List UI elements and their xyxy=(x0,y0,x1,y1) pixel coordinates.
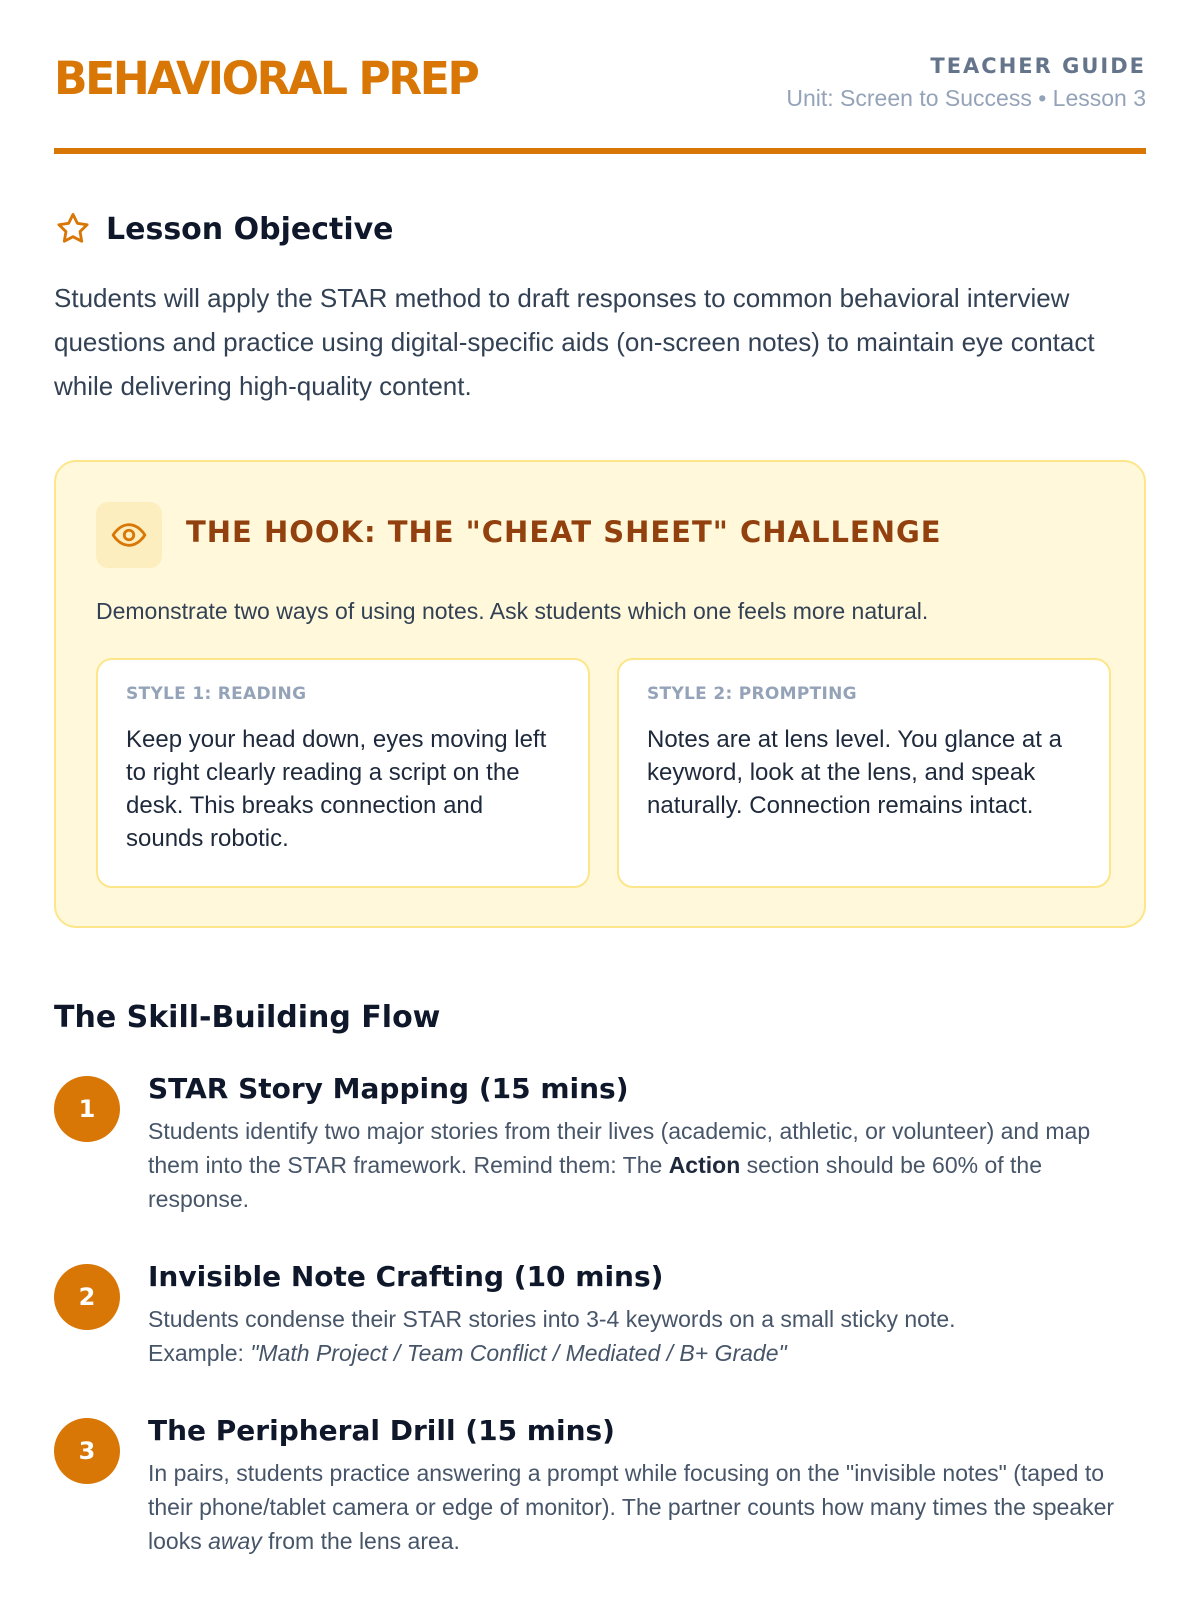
step-desc-text: from the lens area. xyxy=(261,1527,460,1554)
eye-icon xyxy=(110,516,148,554)
step-example-label: Example: xyxy=(148,1339,251,1366)
step-body xyxy=(148,1414,1146,1558)
objective-title: Lesson Objective xyxy=(106,211,394,247)
step-desc-text: Students identify two major stories from their lives (academic, athletic, or volunteer) and map them into the STAR framework. Remind them: The xyxy=(148,1117,1091,1178)
style-text: Keep your head down, eyes moving left to right clearly reading a script on the desk. This breaks connection and sounds robotic. xyxy=(126,726,547,852)
hook-icon-box xyxy=(96,502,162,568)
step-body xyxy=(148,1260,1146,1370)
hook-title: THE HOOK: THE "CHEAT SHEET" CHALLENGE xyxy=(186,515,942,549)
step-number-badge: 3 xyxy=(54,1418,120,1484)
page-header xyxy=(54,0,1146,154)
style-label: STYLE 2: PROMPTING xyxy=(647,684,857,704)
step-body xyxy=(148,1072,1146,1216)
hook-card xyxy=(54,460,1146,928)
style-label: STYLE 1: READING xyxy=(126,684,307,704)
style-card-reading xyxy=(96,658,590,888)
star-icon xyxy=(54,210,92,248)
style-card-prompting xyxy=(617,658,1111,888)
step-desc-text: section should be 60% of the response. xyxy=(148,1151,1043,1212)
step-desc-emphasis: Action xyxy=(668,1151,741,1178)
step-desc-text: In pairs, students practice answering a prompt while focusing on the "invisible notes" (taped to their phone/tablet camera or edge of monitor). The partner counts how many times the speaker looks xyxy=(148,1459,1115,1554)
step-description xyxy=(148,1114,1146,1216)
unit-lesson-line: Unit: Screen to Success • Lesson 3 xyxy=(786,85,1146,111)
step-example-text: "Math Project / Team Conflict / Mediated / B+ Grade" xyxy=(250,1339,787,1366)
objective-heading xyxy=(54,210,394,248)
step-title: STAR Story Mapping (15 mins) xyxy=(148,1072,629,1105)
step-number-badge: 1 xyxy=(54,1076,120,1142)
header-meta xyxy=(786,56,1146,110)
step-description xyxy=(148,1302,1146,1370)
step-description xyxy=(148,1456,1146,1558)
hook-description: Demonstrate two ways of using notes. Ask students which one feels more natural. xyxy=(96,598,929,624)
style-text: Notes are at lens level. You glance at a keyword, look at the lens, and speak naturally. Connection remains intact. xyxy=(647,726,1062,819)
step-desc-emphasis: away xyxy=(208,1527,262,1554)
flow-title: The Skill-Building Flow xyxy=(54,1000,441,1035)
step-title: Invisible Note Crafting (10 mins) xyxy=(148,1260,664,1293)
step-number-badge: 2 xyxy=(54,1264,120,1330)
brand-title: BEHAVIORAL PREP xyxy=(54,52,478,105)
step-title: The Peripheral Drill (15 mins) xyxy=(148,1414,615,1447)
step-desc-text: Students condense their STAR stories into 3-4 keywords on a small sticky note. xyxy=(148,1305,956,1332)
objective-text: Students will apply the STAR method to draft responses to common behavioral interview questions and practice using digital-specific aids (on-screen notes) to maintain eye contact while delivering high-quality content. xyxy=(54,283,1095,401)
guide-label: TEACHER GUIDE xyxy=(930,54,1146,78)
